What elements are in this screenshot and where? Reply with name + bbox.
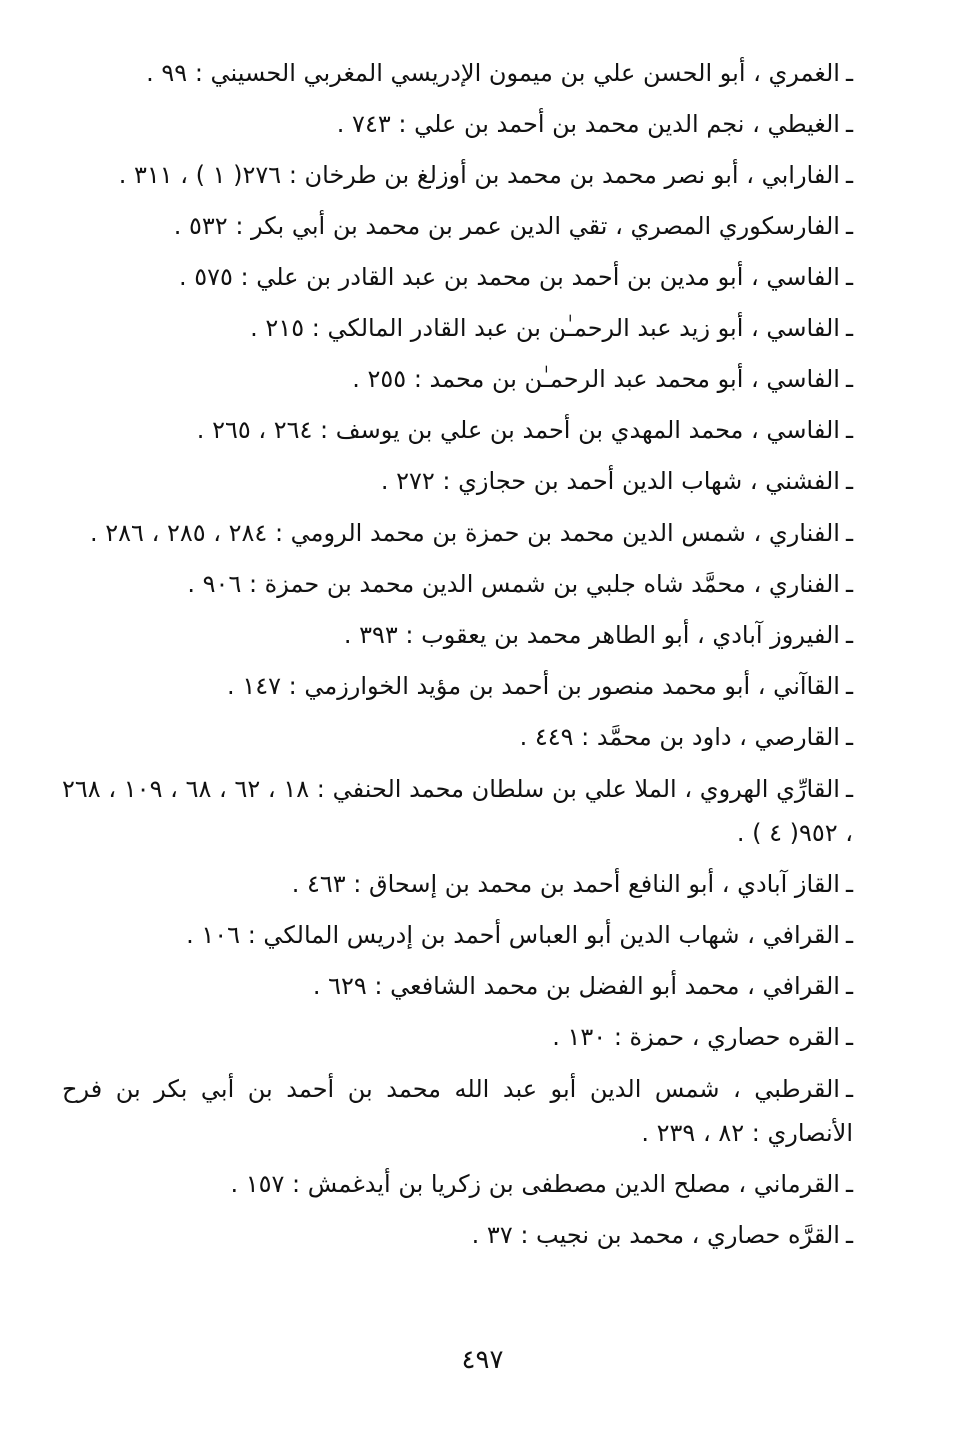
index-entry: [62, 201, 853, 252]
entry-text: الفاسي ، أبو محمد عبد الرحمـٰن بن محمد : ٢٥٥ .: [352, 365, 840, 393]
entry-dash: ـ: [845, 314, 853, 342]
index-entry: [62, 511, 853, 555]
index-list: [62, 48, 853, 1261]
index-entry: [62, 405, 853, 456]
entry-dash: ـ: [845, 621, 853, 649]
entry-text: القرافي ، محمد أبو الفضل بن محمد الشافعي : ٦٢٩ .: [312, 972, 840, 1000]
entry-dash: ـ: [845, 1023, 853, 1051]
index-entry: [62, 610, 853, 661]
entry-dash: ـ: [845, 365, 853, 393]
index-entry: [62, 303, 853, 354]
index-entry: [62, 910, 853, 961]
index-entry: [62, 1210, 853, 1261]
entry-dash: ـ: [845, 1075, 853, 1103]
index-entry: [62, 1012, 853, 1063]
entry-text: القرماني ، مصلح الدين مصطفى بن زكريا بن أيدغمش : ١٥٧ .: [230, 1170, 840, 1198]
index-page: [62, 48, 853, 1375]
index-entry: [62, 961, 853, 1012]
entry-dash: ـ: [845, 416, 853, 444]
page-number: ٤٩٧: [461, 1345, 504, 1375]
entry-dash: ـ: [845, 263, 853, 291]
entry-dash: ـ: [845, 972, 853, 1000]
entry-dash: ـ: [845, 1170, 853, 1198]
index-entry: [62, 354, 853, 405]
index-entry: [62, 859, 853, 910]
entry-text: الفارسكوري المصري ، تقي الدين عمر بن محمد بن أبي بكر : ٥٣٢ .: [173, 212, 840, 240]
index-entry: [62, 767, 853, 855]
index-entry: [62, 559, 853, 610]
entry-text: القاز آبادي ، أبو النافع أحمد بن محمد بن إسحاق : ٤٦٣ .: [291, 870, 840, 898]
entry-dash: ـ: [845, 570, 853, 598]
entry-text: الفارابي ، أبو نصر محمد بن محمد بن أوزلغ بن طرخان : ٢٧٦( ١ ) ، ٣١١ .: [118, 161, 840, 189]
entry-dash: ـ: [845, 161, 853, 189]
entry-text: الفيروز آبادي ، أبو الطاهر محمد بن يعقوب : ٣٩٣ .: [343, 621, 840, 649]
index-entry: [62, 712, 853, 763]
entry-dash: ـ: [845, 519, 853, 547]
entry-dash: ـ: [845, 212, 853, 240]
entry-text: القرافي ، شهاب الدين أبو العباس أحمد بن إدريس المالكي : ١٠٦ .: [186, 921, 840, 949]
entry-dash: ـ: [845, 1221, 853, 1249]
index-entry: [62, 456, 853, 507]
entry-text: الفاسي ، أبو مدين بن أحمد بن محمد بن عبد القادر بن علي : ٥٧٥ .: [178, 263, 840, 291]
entry-text: الغيطي ، نجم الدين محمد بن أحمد بن علي : ٧٤٣ .: [336, 110, 840, 138]
index-entry: [62, 252, 853, 303]
entry-text: القاآني ، أبو محمد منصور بن أحمد بن مؤيد الخوارزمي : ١٤٧ .: [227, 672, 840, 700]
entry-text: القارِّي الهروي ، الملا علي بن سلطان محمد الحنفي : ١٨ ، ٦٢ ، ٦٨ ، ١٠٩ ، ٢٦٨ ، ٩٥٢( ٤ ) .: [62, 775, 853, 847]
index-entry: [62, 150, 853, 201]
entry-dash: ـ: [845, 59, 853, 87]
entry-text: الفاسي ، محمد المهدي بن أحمد بن علي بن يوسف : ٢٦٤ ، ٢٦٥ .: [196, 416, 840, 444]
entry-text: القرطبي ، شمس الدين أبو عبد الله محمد بن أحمد بن أبي بكر بن فرح الأنصاري : ٨٢ ، ٢٣٩ .: [62, 1075, 853, 1147]
entry-dash: ـ: [845, 467, 853, 495]
entry-text: القره حصاري ، حمزة : ١٣٠ .: [552, 1023, 840, 1051]
entry-dash: ـ: [845, 870, 853, 898]
entry-dash: ـ: [845, 110, 853, 138]
index-entry: [62, 1067, 853, 1155]
entry-text: القرَّه حصاري ، محمد بن نجيب : ٣٧ .: [471, 1221, 840, 1249]
entry-text: الفاسي ، أبو زيد عبد الرحمـٰن بن عبد القادر المالكي : ٢١٥ .: [250, 314, 840, 342]
entry-text: الفناري ، شمس الدين محمد بن حمزة بن محمد الرومي : ٢٨٤ ، ٢٨٥ ، ٢٨٦ .: [90, 519, 840, 547]
index-entry: [62, 1159, 853, 1210]
index-entry: [62, 48, 853, 99]
entry-text: الفناري ، محمَّد شاه جلبي بن شمس الدين محمد بن حمزة : ٩٠٦ .: [187, 570, 840, 598]
entry-dash: ـ: [845, 921, 853, 949]
index-entry: [62, 661, 853, 712]
entry-dash: ـ: [845, 775, 853, 803]
entry-text: القارصي ، داود بن محمَّد : ٤٤٩ .: [519, 723, 840, 751]
entry-text: الغمري ، أبو الحسن علي بن ميمون الإدريسي المغربي الحسيني : ٩٩ .: [146, 59, 840, 87]
entry-dash: ـ: [845, 672, 853, 700]
index-entry: [62, 99, 853, 150]
entry-dash: ـ: [845, 723, 853, 751]
entry-text: الفشني ، شهاب الدين أحمد بن حجازي : ٢٧٢ .: [380, 467, 840, 495]
